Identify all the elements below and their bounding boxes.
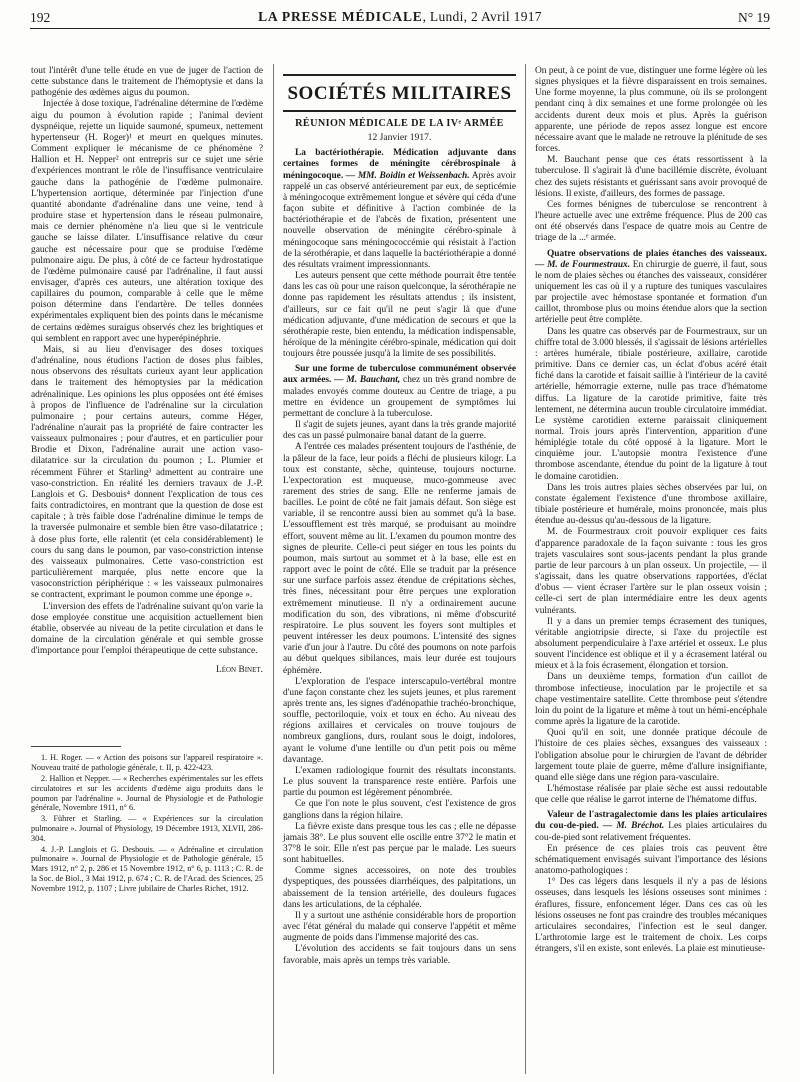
article-heading: La bactériothérapie. Médication adjuvante dans certaines formes de méningite cérébrospinale à méningocoque.: [283, 148, 516, 181]
issue-date: , Lundi, 2 Avril 1917: [422, 9, 542, 24]
paragraph: Les auteurs pensent que cette méthode pourrait être tentée dans les cas où pour une raison quelconque, la sérothérapie ne donne pas rapidement les résultats attendus ; ils insistent, d'ailleurs, sur ce fait qu'il ne peut s'agir là que d'une médication adjuvante, d'une médication de secours et que la sérothérapie reste, bien entendu, la médication indispensable, héroïque de la méningite cérébro-spinale, médication qui doit toujours être poussée jusqu'à la limite de ses possibilités.: [283, 271, 516, 360]
journal-name: LA PRESSE MÉDICALE: [258, 9, 423, 24]
paragraph: Ce que l'on note le plus souvent, c'est l'existence de gros ganglions dans la région hilaire.: [283, 799, 516, 821]
article-author: — MM. Boidin et Weissenbach.: [343, 170, 470, 181]
column-divider: [525, 64, 526, 1074]
paragraph: M. de Fourmestraux croit pouvoir expliquer ces faits d'apparence paradoxale de la façon suivante : tous les gros trajets vasculaires sont sous-jacents pendant la plus grande partie de leur parcours à un plan osseux. Un projectile, — il s'agissait, dans les quatre observations rapportées, d'éclat d'obus — vient écraser l'artère sur le plan osseux voisin ; celle-ci sert de plan intermédiaire entre les deux agents vulnérants.: [535, 527, 767, 616]
column-3: [535, 66, 767, 955]
footnote: 1. H. Roger. — « Action des poisons sur l'appareil respiratoire ». Nouveau traité de pathologie générale, t. II, p. 422-423.: [31, 753, 263, 773]
article-text: Après avoir rappelé un cas observé antérieurement par eux, de septicémie à méningocoque extrêmement longue et sévère qui céda d'une façon subite et définitive à l'action combinée de la bactériothérapie et de l'abcès de fixation, présentent une nouvelle observation de méningite cérébro-spinale à méningocoque sans méningococcémie qui résistait à l'action de la sérothérapie, et dans laquelle la bactériothérapie a donné des résultats vraiment impressionnants.: [283, 170, 516, 270]
paragraph: On peut, à ce point de vue, distinguer une forme légère où les signes physiques et la fièvre disparaissent en trois semaines. Une forme moyenne, la plus commune, où ils se prolongent pendant cinq à dix semaines et une forme prolongée où les accidents durent deux mois et plus. Après la guérison apparente, une période de repos assez longue est encore nécessaire avant que le malade ne retrouve la plénitude de ses forces.: [535, 66, 767, 155]
article-author: — M. Bauchant,: [331, 375, 401, 386]
article-3: [535, 249, 767, 327]
paragraph: M. Bauchant pense que ces états ressortissent à la tuberculose. Il s'agirait là d'une bacillémie discrète, évoluant chez des sujets résistants et guérissant sans avoir provoqué de lésions. Il existe, d'ailleurs, des formes de passage.: [535, 155, 767, 199]
article-text: En chirurgie de guerre, il faut, sous le nom de plaies sèches ou étanches des vaisseaux, considérer uniquement les cas où il y a rupture des tuniques vasculaires par projectile avec hémostase spontanée et formation d'un caillot, thrombose plus ou moins étendue alors que la section artérielle peut être complète.: [535, 259, 767, 326]
column-divider: [273, 64, 274, 1074]
paragraph: Ces formes bénignes de tuberculose se rencontrent à l'heure actuelle avec une extrême fréquence. Plus de 200 cas ont été observés dans l'espace de quatre mois au Centre de triage de la ...ᵉ armée.: [535, 199, 767, 244]
article-text: chez un très grand nombre de malades envoyés comme douteux au Centre de triage, a pu mettre en évidence un groupement de symptômes lui permettant de conclure à la tuberculose.: [283, 375, 516, 419]
article-1: [283, 148, 516, 271]
paragraph: L'inversion des effets de l'adrénaline suivant qu'on varie la dose employée constitue une acquisition actuellement bien établie, observée au niveau de la petite circulation et dans le domaine de la circulation générale et qui semble grosse d'importance pour l'emploi thérapeutique de cette substance.: [31, 601, 263, 657]
paragraph: Mais, si au lieu d'envisager des doses toxiques d'adrénaline, nous étudions l'action de doses plus faibles, nous observons des résultats curieux ayant leur application dans le traitement des hémoptysies par la médication adrénalinique. Les opinions les plus opposées ont été émises à propos de l'influence de l'adrénaline sur la circulation pulmonaire ; pour certains auteurs, comme Héger, l'adrénaline n'aurait pas la propriété de faire contracter les vaisseaux pulmonaires ; pour d'autres, et en particulier pour Brodie et Dixon, l'adrénaline aurait une action vaso-dilatatrice sur la circulation du poumon ; L. Plumier et récemment Führer et Starling³ admettent au contraire une vaso-constriction. En réalité les derniers travaux de J.-P. Langlois et G. Desbouis⁴ donnent l'explication de tous ces faits contradictoires, en montrant que la question de dose est capitale ; à très faible dose l'adrénaline diminue le temps de la traversée pulmonaire et semble bien être vaso-dilatatrice ; à dose plus forte, elle ralentit (et cela considérablement) le cours du sang dans le poumon, par vaso-constriction intense des vaisseaux pulmonaires. Cette vaso-constriction est particulièrement marquée, plus nette encore que la vasoconstriction périphérique : « les vaisseaux pulmonaires se contractent, exprimant le poumon comme une éponge ».: [31, 344, 263, 601]
header-rule: [30, 28, 770, 29]
paragraph: L'évolution des accidents se fait toujours dans un sens favorable, mais après un temps très variable.: [283, 944, 516, 966]
paragraph: Injectée à dose toxique, l'adrénaline détermine de l'œdème aigu du poumon à évolution rapide ; l'animal devient dyspnéique, rejette un liquide saumoné, spumeux, nettement hypertenseur (H. Roger)¹ et meurt en quelques minutes. Comment expliquer le mécanisme de ce phénomène ? Hallion et H. Nepper² ont entrepris sur ce sujet une série d'expériences montrant le rôle de l'insuffisance ventriculaire gauche dans la pathogénie de l'œdème pulmonaire. L'hypertension aortique, déterminée par l'injection d'une quantité abondante d'adrénaline dans une veine, tend à produire stase et hypertension dans le réseau pulmonaire, mais ce dernier phénomène n'a lieu que si le ventricule gauche se laisse dilater. L'insuffisance relative du cœur gauche est nécessaire pour que se produise l'œdème pulmonaire aigu. De plus, à côté de ce facteur hydrostatique de l'œdème pulmonaire causé par l'adrénaline, il faut aussi envisager, d'après ces auteurs, une altération toxique des capillaires du poumon, comparable à celle que le même poison détermine dans l'endartère. De telles données expérimentales expliquent bien des points dans le mécanisme de certains œdèmes suraigus observés chez les brightiques et qui semblent en rapport avec une hyperépinéphrie.: [31, 99, 263, 344]
paragraph: Comme signes accessoires, on note des troubles dyspeptiques, des poussées diarrhéiques, des palpitations, un abaissement de la tension artérielle, des douleurs fugaces dans les articulations, de la céphalée.: [283, 866, 516, 910]
footnote: 4. J.-P. Langlois et G. Desbouis. — « Adrénaline et circulation pulmonaire ». Journal de Physiologie et de Pathologie générale, 15 Mars 1912, n° 2, p. 286 et 15 Novembre 1912, n° 6, p. 1113 ; C. R. de la Soc. de Biol., 3 Mai 1912, p. 674 ; C. R. de l'Acad. des Sciences, 25 Novembre 1912, p. 1107 ; Livre jubilaire de Charles Richet, 1912.: [31, 844, 263, 893]
article-heading: Sur une forme de tuberculose communément observée aux armées.: [283, 364, 516, 386]
article-text: Les plaies articulaires du cou-de-pied sont relativement fréquentes.: [535, 821, 767, 843]
footnote: 2. Hallion et Nepper. — « Recherches expérimentales sur les effets circulatoires et sur les accidents d'œdème aigu produits dans le poumon par l'adrénaline ». Journal de Physiologie et de Pathologie générale, Novembre 1911, n° 6.: [31, 774, 263, 813]
paragraph: Dans un deuxième temps, formation d'un caillot de thrombose infectieuse, inoculation par le projectile et sa chape vestimentaire satellite. Cette thrombose peut s'étendre loin du point de la ligature et même à tout un hémi-encéphale comme après la ligature de la carotide.: [535, 672, 767, 728]
paragraph: Il s'agit de sujets jeunes, ayant dans la très grande majorité des cas un passé pulmonaire banal datant de la guerre.: [283, 420, 516, 442]
paragraph: En présence de ces plaies trois cas peuvent être schématiquement envisagés suivant l'importance des lésions anatomo-pathologiques :: [535, 843, 767, 877]
issue-number: N° 19: [737, 10, 770, 25]
section-title: SOCIÉTÉS MILITAIRES: [283, 74, 516, 112]
journal-title: [30, 9, 770, 25]
footnote: 3. Führer et Starling. — « Expériences sur la circulation pulmonaire ». Journal of Physiology, 19 Décembre 1913, XLVII, 286-304.: [31, 814, 263, 843]
author-signature: Léon Binet.: [216, 665, 263, 676]
paragraph: 1° Des cas légers dans lesquels il n'y a pas de lésions osseuses, dans lesquels les lésions osseuses sont minimes : éraflures, fissure, enfoncement léger. Dans ces cas où les lésions osseuses ne font pas craindre des troubles mécaniques articulaires secondaires, l'infection est le seul danger. L'arthrotomie large est le traitement de choix. Les corps étrangers, s'il en existe, sont enlevés. La plaie est minutieuse-: [535, 877, 767, 955]
article-author: — M. Bréchot.: [598, 821, 665, 832]
column-1: [31, 66, 263, 895]
article-heading: Quatre observations de plaies étanches des vaisseaux.: [547, 248, 767, 259]
article-author: — M. de Fourmestraux.: [535, 259, 631, 270]
article-2: [283, 364, 516, 420]
paragraph: Dans les trois autres plaies sèches observées par lui, on constate également l'existence d'une thrombose axillaire, tibiale postérieure et humérale, moins prononcée, mais plus étendue au-dessus qu'au-dessous de la ligature.: [535, 482, 767, 527]
page-number: 192: [30, 10, 51, 25]
paragraph: A l'entrée ces malades présentent toujours de l'asthénie, de la pâleur de la face, leur poids a fléchi de plusieurs kilogr. La toux est constante, sèche, quinteuse, toujours nocturne. L'expectoration est muqueuse, muco-gommeuse avec rarement des stries de sang. Elle ne renferme jamais de bacilles. Le point de côté ne fait jamais défaut. Son siège est variable, il se rencontre aussi bien au sommet qu'à la base. L'essoufflement est très marqué, se produisant au moindre effort, souvent même au lit. L'examen du poumon montre des signes de pleurite. Celle-ci peut siéger en tous les points du poumon, mais surtout au sommet et à la base, elle est en rapport avec le point de côté. Elle se traduit par la présence sur une surface parfois assez étendue de crépitations sèches, très fines, nécessitant pour être perçues une exploration extrêmement minutieuse. Il n'y a ordinairement aucune modification du son, des vibrations, ni même d'obscurité respiratoire. Le plus souvent les foyers sont multiples et peuvent intéresser les deux poumons. L'intensité des signes varie d'un jour à l'autre. Du côté des poumons on note parfois au début quelques sibilances, mais leur durée est toujours éphémère.: [283, 442, 516, 676]
meeting-date: 12 Janvier 1917.: [367, 132, 432, 144]
footnotes: [31, 753, 263, 893]
meeting-title: RÉUNION MÉDICALE DE LA IVᵉ ARMÉE: [295, 118, 504, 129]
paragraph: L'examen radiologique fournit des résultats inconstants. Le plus souvent la transparence reste entière. Parfois une partie du poumon est légèrement pénombrée.: [283, 765, 516, 799]
paragraph: Quoi qu'il en soit, une donnée pratique découle de l'histoire de ces plaies sèches, exsangues des vaisseaux : l'obligation absolue pour le chirurgien de l'avant de débrider largement toute plaie de guerre, même d'allure insignifiante, quand elle siège dans une région para-vasculaire.: [535, 728, 767, 783]
paragraph: L'hémostase réalisée par plaie sèche est aussi redoutable que celle que réalise le garrot interne de l'hématome diffus.: [535, 784, 767, 806]
paragraph: Il y a surtout une asthénie considérable hors de proportion avec l'état général du malade qui conserve l'appétit et même augmente de poids dans l'immense majorité des cas.: [283, 910, 516, 944]
column-2: [283, 66, 516, 967]
paragraph: L'exploration de l'espace interscapulo-vertébral montre d'une façon constante chez les sujets jeunes, et plus rarement après trente ans, les signes d'adénopathie trachéo-bronchique, souffle, pectoriloquie, voix et toux en écho. Au niveau des régions axillaires et cervicales on trouve toujours de nombreux ganglions, durs, roulant sous le doigt, indolores, ayant le volume d'une lentille ou d'un petit pois ou même davantage.: [283, 676, 516, 765]
page-header: [30, 7, 770, 27]
article-4: [535, 810, 767, 843]
article-heading: Valeur de l'astragalectomie dans les plaies articulaires du cou-de-pied.: [535, 810, 767, 832]
paragraph: tout l'intérêt d'une telle étude en vue de juger de l'action de cette substance dans le traitement de l'hémoptysie et dans la pathogénie des œdèmes aigus du poumon.: [31, 66, 263, 99]
footnote-rule: [31, 746, 121, 747]
paragraph: La fièvre existe dans presque tous les cas ; elle ne dépasse jamais 38°. Le plus souvent elle oscille entre 37°2 le matin et 37°8 le soir. Elle n'est pas perçue par le malade. Les sueurs sont habituelles.: [283, 821, 516, 866]
paragraph: Dans les quatre cas observés par de Fourmestraux, sur un chiffre total de 3.000 blessés, il s'agissait de lésions artérielles : artères humérale, tibiale postérieure, axillaire, carotide primitive. Dans ce dernier cas, un éclat d'obus acéré était fiché dans la carotide et faisait saillie à l'intérieur de la cavité artérielle, hémorragie externe, nulle pas trace d'hématome diffus. La ligature de la carotide primitive, faite très lentement, ne détermina aucun trouble circulatoire immédiat. Le système carotidien externe paraissait cliniquement normal. Trois jours après l'intervention, apparition d'une hémiplégie totale du côté opposé à la ligature. Mort le cinquième jour. L'autopsie montra l'existence d'une thrombose ascendante, étendue du point de la ligature à tout le domaine carotidien.: [535, 326, 767, 482]
paragraph: Il y a dans un premier temps écrasement des tuniques, véritable angiotripsie directe, si l'axe du projectile est absolument perpendiculaire à l'axe artériel et osseux. Le plus souvent l'incidence est oblique et il y a écrasement latéral ou mieux et à la fois écrasement, élongation et torsion.: [535, 616, 767, 672]
